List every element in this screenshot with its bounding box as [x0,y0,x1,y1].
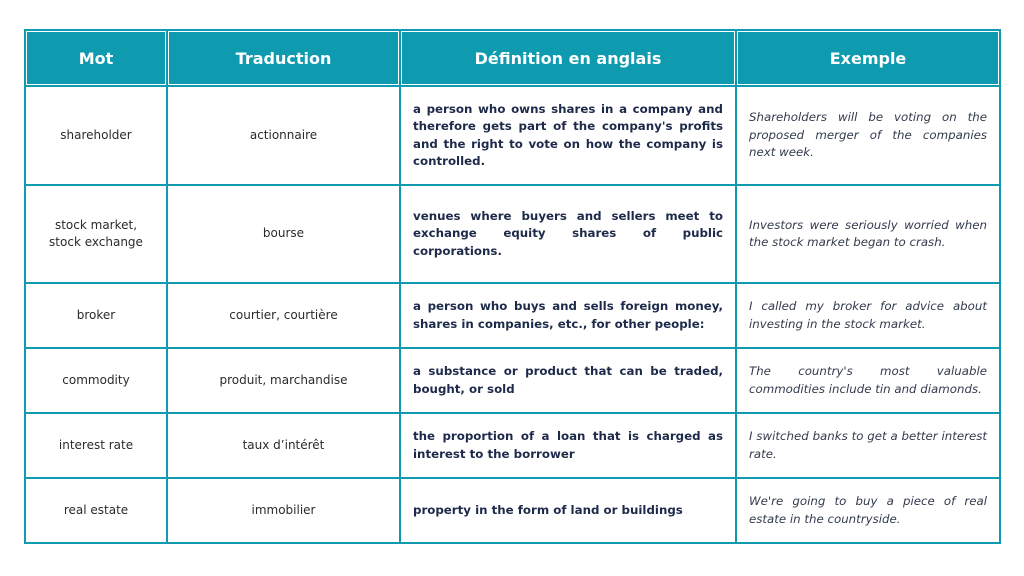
cell-exemple: Investors were seriously worried when the stock market began to crash. [737,186,999,282]
cell-exemple: I switched banks to get a better interest rate. [737,414,999,477]
table-row [26,349,999,412]
cell-mot: broker [26,284,166,347]
cell-exemple: The country's most valuable commodities include tin and diamonds. [737,349,999,412]
cell-mot: stock market, stock exchange [26,186,166,282]
cell-traduction: immobilier [168,479,399,542]
cell-definition: a person who buys and sells foreign money, shares in companies, etc., for other people: [401,284,735,347]
header-exemple: Exemple [737,31,999,85]
cell-definition: property in the form of land or buildings [401,479,735,542]
cell-mot: shareholder [26,87,166,184]
cell-traduction: taux d’intérêt [168,414,399,477]
cell-mot: interest rate [26,414,166,477]
vocabulary-table-wrapper [24,29,1001,544]
cell-exemple: Shareholders will be voting on the proposed merger of the companies next week. [737,87,999,184]
header-mot: Mot [26,31,166,85]
cell-traduction: actionnaire [168,87,399,184]
cell-definition: a substance or product that can be traded, bought, or sold [401,349,735,412]
table-row [26,414,999,477]
cell-definition: a person who owns shares in a company and therefore gets part of the company's profits and the right to vote on how the company is controlled. [401,87,735,184]
cell-exemple: We're going to buy a piece of real estate in the countryside. [737,479,999,542]
header-definition: Définition en anglais [401,31,735,85]
table-row [26,87,999,184]
header-row [26,31,999,85]
cell-mot: real estate [26,479,166,542]
cell-mot: commodity [26,349,166,412]
cell-definition: the proportion of a loan that is charged as interest to the borrower [401,414,735,477]
table-body [26,87,999,542]
table-row [26,186,999,282]
cell-exemple: I called my broker for advice about investing in the stock market. [737,284,999,347]
table-header [26,31,999,85]
cell-traduction: produit, marchandise [168,349,399,412]
vocabulary-table [24,29,1001,544]
cell-traduction: bourse [168,186,399,282]
cell-traduction: courtier, courtière [168,284,399,347]
cell-definition: venues where buyers and sellers meet to exchange equity shares of public corporations. [401,186,735,282]
table-row [26,284,999,347]
table-row [26,479,999,542]
header-traduction: Traduction [168,31,399,85]
